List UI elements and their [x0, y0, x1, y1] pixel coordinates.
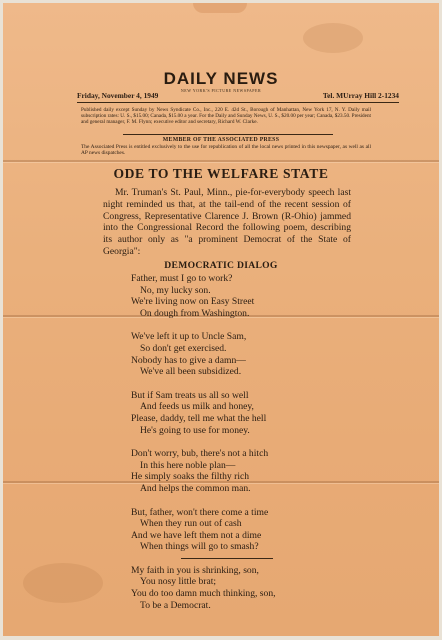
- poem-line: And feeds us milk and honey,: [140, 401, 254, 413]
- associated-press-heading: MEMBER OF THE ASSOCIATED PRESS: [162, 137, 280, 143]
- publication-info: Published daily except Sunday by News Syndicate Co., Inc., 220 E. 42d St., Borough of Manhattan, New York 17, N. Y. Daily mail subscription rates: U. S., $15.00; Canada, $15.00 a year. For the Daily and Sunday News, U. S., $20.00 per year; Canada, $23.50. President and general manager, F. M. Flynn; executive editor and secretary, Richard W. Clarke.: [81, 107, 371, 126]
- newspaper-slogan: NEW YORK'S PICTURE NEWSPAPER: [180, 88, 262, 93]
- issue-date: Friday, November 4, 1949: [77, 91, 159, 100]
- poem-line: Don't worry, bub, there's not a hitch: [131, 448, 269, 460]
- poem-stanza: [131, 565, 276, 611]
- poem-line: You do too damn much thinking, son,: [131, 588, 276, 600]
- telephone-number: Tel. MUrray Hill 2-1234: [322, 91, 399, 100]
- poem-title: DEMOCRATIC DIALOG: [164, 260, 278, 271]
- poem-line: And helps the common man.: [140, 482, 251, 494]
- dateline: [77, 91, 399, 103]
- paper-stain: [303, 23, 363, 53]
- poem-line: On dough from Washington.: [140, 307, 250, 319]
- poem-line: No, my lucky son.: [140, 284, 211, 296]
- end-divider: [181, 558, 273, 559]
- masthead: [3, 69, 439, 93]
- poem-line: We've all been subsidized.: [140, 366, 242, 378]
- poem-line: So don't get exercised.: [140, 342, 227, 354]
- editorial-intro: Mr. Truman's St. Paul, Minn., pie-for-everybody speech last night reminded us that, at the tail-end of the recent session of Congress, Representative Clarence J. Brown (R-Ohio) jammed into the Congressional Record the following poem, describing its author only as "a prominent Democrat of the State of Georgia":: [103, 187, 351, 257]
- poem-stanza: [131, 507, 276, 553]
- poem-line: To be a Democrat.: [140, 599, 211, 611]
- poem-line: You nosy little brat;: [140, 576, 217, 588]
- newspaper-name-text: DAILY NEWS: [163, 69, 279, 88]
- poem-line: When things will go to smash?: [140, 541, 259, 553]
- editorial-headline: ODE TO THE WELFARE STATE: [113, 166, 329, 181]
- paper-stain: [23, 563, 103, 603]
- newspaper-name: [164, 69, 279, 89]
- poem-stanza: [131, 448, 276, 494]
- poem-line: We've left it up to Uncle Sam,: [131, 331, 247, 343]
- poem: [131, 273, 276, 623]
- poem-line: When they run out of cash: [140, 518, 242, 530]
- paper-fold: [3, 160, 439, 162]
- poem-line: But, father, won't there come a time: [131, 506, 269, 518]
- poem-line: We're living now on Easy Street: [131, 296, 255, 308]
- poem-line: He simply soaks the filthy rich: [131, 471, 250, 483]
- poem-line: In this here noble plan—: [140, 459, 236, 471]
- poem-stanza: [131, 390, 276, 436]
- poem-stanza: [131, 273, 276, 319]
- divider: [123, 134, 333, 135]
- poem-line: Father, must I go to work?: [131, 273, 233, 284]
- poem-line: And we have left them not a dime: [131, 529, 262, 541]
- poem-line: Nobody has to give a damn—: [131, 354, 246, 366]
- associated-press-notice: The Associated Press is entitled exclusively to the use for republication of all the local news printed in this newspaper, as well as all AP news dispatches.: [81, 144, 371, 157]
- poem-line: But if Sam treats us all so well: [131, 389, 249, 401]
- poem-line: My faith in you is shrinking, son,: [131, 564, 259, 576]
- paper-tear: [193, 3, 247, 13]
- poem-stanza: [131, 331, 276, 377]
- poem-line: Please, daddy, tell me what the hell: [131, 412, 267, 424]
- poem-line: He's going to use for money.: [140, 424, 250, 436]
- newspaper-clipping: [3, 3, 439, 636]
